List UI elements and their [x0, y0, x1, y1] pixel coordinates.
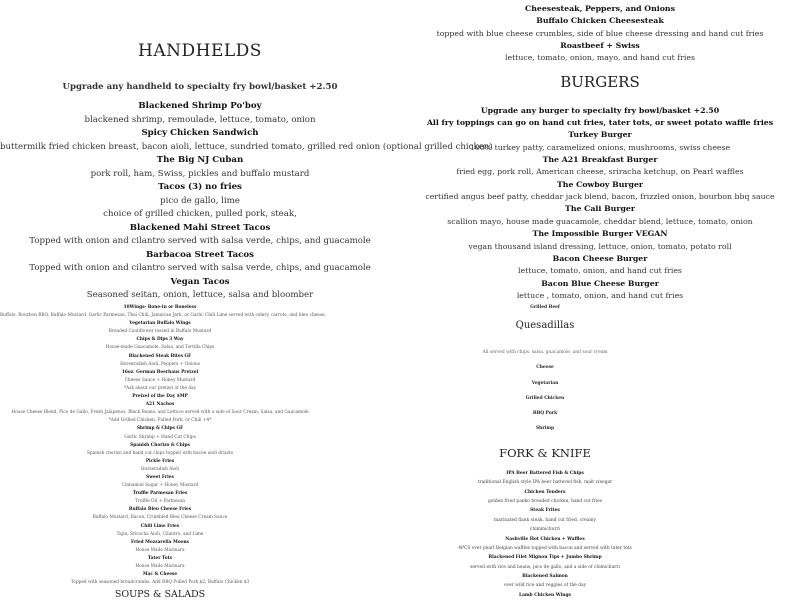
menu-item-name: Pickle Fries: [145, 458, 175, 464]
menu-item-name: Blackened Shrimp Po'boy: [138, 101, 262, 111]
menu-item-name: Tater Tots: [147, 555, 173, 561]
menu-item-description: House Made Marinara: [135, 547, 185, 553]
menu-item-name: A21 Nachos: [145, 402, 175, 408]
menu-item-description: Horseradish Aioli, Peppers + Onions: [120, 361, 200, 367]
menu-item-name: Shrimp & Chips GF: [136, 426, 184, 432]
menu-item-description: Buffalo Mustard, Bacon, Crumbled Bleu Cheese Cream Sauce: [92, 515, 228, 521]
menu-item-name: Tacos (3) no fries: [158, 182, 242, 192]
menu-item-description: certified angus beef patty, cheddar jack blend, bacon, frizzled onion, bourbon bbq sauce: [425, 192, 775, 202]
menu-item-name: BBQ Pork: [532, 411, 558, 417]
burgers-section: [400, 0, 800, 303]
menu-item-description: served with rice and beans, pico de gallo, and a side of chimichurri: [470, 564, 620, 570]
menu-item-name: 16oz. German Beerhaus Pretzel: [121, 369, 199, 375]
section-heading: HANDHELDS: [138, 41, 262, 61]
menu-item-description: Seasoned seitan, onion, lettuce, salsa and bloomber: [86, 290, 314, 300]
menu-item-name: Grilled Beef: [530, 305, 560, 310]
menu-item-description: Buffalo, Bourbon BBQ, Buffalo Mustard, Garlic Parmesan, Thai Chili, Jamaican Jerk, or Garlic Chili Lime served with celery, carrots, and bleu cheese.: [0, 313, 326, 319]
menu-item-description: Topped with onion and cilantro served with salsa verde, chips, and guacamole: [29, 263, 371, 273]
menu-item-name: Fried Mozzarella Moons: [131, 539, 189, 545]
menu-item-description: Cinnamon Sugar + Honey Mustard: [121, 483, 199, 489]
menu-item-description: Spanish chorizo and hand cut chips topped with bacon aioli drizzle: [86, 450, 234, 456]
menu-item-name: Shrimp: [535, 426, 555, 432]
menu-item-name: Roastbeef + Swiss: [560, 41, 640, 51]
menu-item-name: The A21 Breakfast Burger: [542, 155, 658, 165]
menu-item-description: choice of grilled chicken, pulled pork, steak,: [103, 209, 297, 219]
menu-item-description: House-made Guacamole, Salsa, and Tortilla Chips: [105, 345, 215, 351]
menu-item-name: Blackened Salmon: [522, 574, 568, 580]
menu-item-description: marinated flank steak, hand cut fried, creamy: [493, 517, 597, 523]
menu-item-description: blackened shrimp, remoulade, lettuce, tomato, onion: [84, 114, 316, 125]
menu-item-description: Truffle Oil + Parmesan: [134, 499, 186, 505]
menu-item-description: over wild rice and veggies of the day: [503, 583, 587, 589]
menu-item-name: The Cowboy Burger: [556, 179, 644, 189]
menu-item-name: The Impossible Burger VEGAN: [532, 229, 668, 239]
menu-item-description: Topped with seasoned breadcrumbs. Add BBQ Pulled Pork $2, Buffalo Chicken $3: [70, 580, 250, 586]
menu-item-description: fried egg, pork roll, American cheese, sriracha ketchup, on Pearl waffles: [456, 167, 744, 177]
menu-item-name: Buffalo Bleu Cheese Fries: [128, 507, 192, 513]
menu-item-description: scallion mayo, house made guacamole, cheddar blend, lettuce, tomato, onion: [447, 216, 753, 226]
section-note: *Ask about our pretzel of the day: [123, 385, 197, 391]
menu-item-name: Steak Frites: [530, 508, 560, 514]
menu-item-name: Chili Lime Fries: [140, 523, 180, 529]
section-note: Upgrade any handheld to specialty fry bowl/basket +2.50: [62, 82, 338, 92]
menu-item-name: The Cali Burger: [565, 204, 635, 214]
section-note: Upgrade any burger to specialty fry bowl/basket +2.50: [480, 105, 720, 115]
menu-item-description: pork roll, ham, Swiss, pickles and buffalo mustard: [90, 168, 310, 179]
section-heading: SOUPS & SALADS: [114, 589, 206, 601]
menu-item-name: The Big NJ Cuban: [156, 155, 244, 165]
menu-item-description: Cheese Sauce + Honey Mustard: [124, 377, 196, 383]
menu-item-name: Vegan Tacos: [170, 276, 230, 287]
section-heading: BURGERS: [560, 72, 640, 91]
menu-item-description: pico de gallo, lime: [160, 195, 240, 206]
section-heading: FORK & KNIFE: [499, 445, 591, 460]
menu-item-name: Lamb Chicken Wings: [518, 592, 572, 598]
menu-item-name: Blackened Mahi Street Tacos: [129, 222, 271, 233]
menu-item-description: Garlic Shrimp + Hand Cut Chips: [124, 434, 196, 440]
menu-item-name: Barbacoa Street Tacos: [145, 249, 254, 260]
menu-item-name: Cheese: [536, 365, 554, 371]
menu-item-name: Nashville Hot Chicken + Waffles: [505, 536, 585, 542]
menu-item-description: Breaded Cauliflower tossed in Buffalo Mustard: [108, 329, 212, 335]
menu-item-name: Spanish Chorizo & Chips: [130, 442, 190, 448]
menu-item-name: Truffle Parmesan Fries: [132, 491, 188, 497]
menu-item-description: lettuce, tomato, onion, mayo, and hand cut fries: [505, 53, 695, 63]
menu-item-name: Chips & Dips 3 Way: [136, 337, 184, 343]
menu-item-name: Bacon Blue Cheese Burger: [541, 278, 659, 288]
menu-item-description: lettuce, tomato, onion, and hand cut fries: [518, 266, 682, 276]
quesadillas-fork-knife-section: [440, 300, 650, 600]
menu-item-description: buttermilk fried chicken breast, bacon aioli, lettuce, sundried tomato, grilled red onion (optional grilled chicken): [0, 141, 493, 152]
menu-item-name: Blackened Steak Bites GF: [128, 353, 192, 359]
section-heading: Quesadillas: [515, 320, 575, 332]
menu-item-name: 10Wings- Bone-in or Boneless: [123, 305, 197, 310]
menu-item-description: House Made Marinara: [135, 564, 185, 569]
menu-item-name: Sweet Fries: [146, 474, 174, 480]
menu-item-description: golden fried panko breaded chicken, hand cut fries: [487, 498, 603, 504]
menu-item-description: House Cheese Blend, Pico de Gallo, Fresh Jalapenos, Black Beans, and Lettuce served with a side of Sour Cream, Salsa, and Guacamole: [11, 410, 309, 416]
handhelds-section: [0, 0, 493, 300]
menu-item-name: Pretzel of the Day $MP: [132, 394, 188, 400]
menu-item-name: Turkey Burger: [568, 130, 632, 140]
menu-item-description: Topped with onion and cilantro served with salsa verde, chips, and guacamole: [29, 236, 371, 246]
menu-item-name: IPA Beer Battered Fish & Chips: [506, 470, 584, 476]
menu-item-name: Grilled Chicken: [525, 395, 565, 401]
section-note: *Add Grilled Chicken, Pulled Pork, or Chili +4*: [108, 418, 212, 424]
menu-item-description: traditional English style IPA beer battered fish, malt vinegar: [477, 480, 613, 486]
menu-item-description: topped with blue cheese crumbles, side of blue cheese dressing and hand cut fries: [436, 28, 764, 38]
menu-item-description: lettuce , tomato, onion, and hand cut fries: [516, 290, 684, 300]
menu-item-description: vegan thousand island dressing, lettuce, onion, tomato, potato roll: [468, 241, 732, 251]
menu-item-description: chimmichurri: [529, 527, 561, 533]
menu-item-name: Blackened Filet Mignon Tips + Jumbo Shrimp: [488, 555, 602, 561]
menu-item-description: 4PCS over pearl Belgian waffles topped with bacon and served with tater tots: [458, 545, 632, 551]
menu-item-description: Horseradish Aioli: [140, 466, 180, 472]
menu-item-description: 100% turkey patty, caramelized onions, mushrooms, swiss cheese: [469, 142, 731, 152]
menu-item-name: Spicy Chicken Sandwich: [141, 128, 259, 138]
menu-item-description: Tajin, Sriracha Aioli, Cilantro, and Lime: [116, 531, 204, 537]
menu-item-name: Mac & Cheese: [142, 572, 178, 578]
menu-item-name: Cheesesteak, Peppers, and Onions: [525, 4, 675, 13]
menu-item-name: Buffalo Chicken Cheesesteak: [536, 16, 664, 26]
section-note: All served with chips, salsa, guacamole, and sour cream: [482, 350, 608, 356]
menu-item-name: Vegetarian: [531, 380, 559, 386]
menu-item-name: Chicken Tenders: [524, 489, 566, 495]
menu-item-name: Vegetarian Buffalo Wings: [129, 321, 191, 327]
menu-item-name: Bacon Cheese Burger: [552, 253, 648, 263]
section-note: All fry toppings can go on hand cut fries, tater tots, or sweet potato waffle fries: [426, 118, 774, 128]
starters-section: [0, 300, 326, 604]
